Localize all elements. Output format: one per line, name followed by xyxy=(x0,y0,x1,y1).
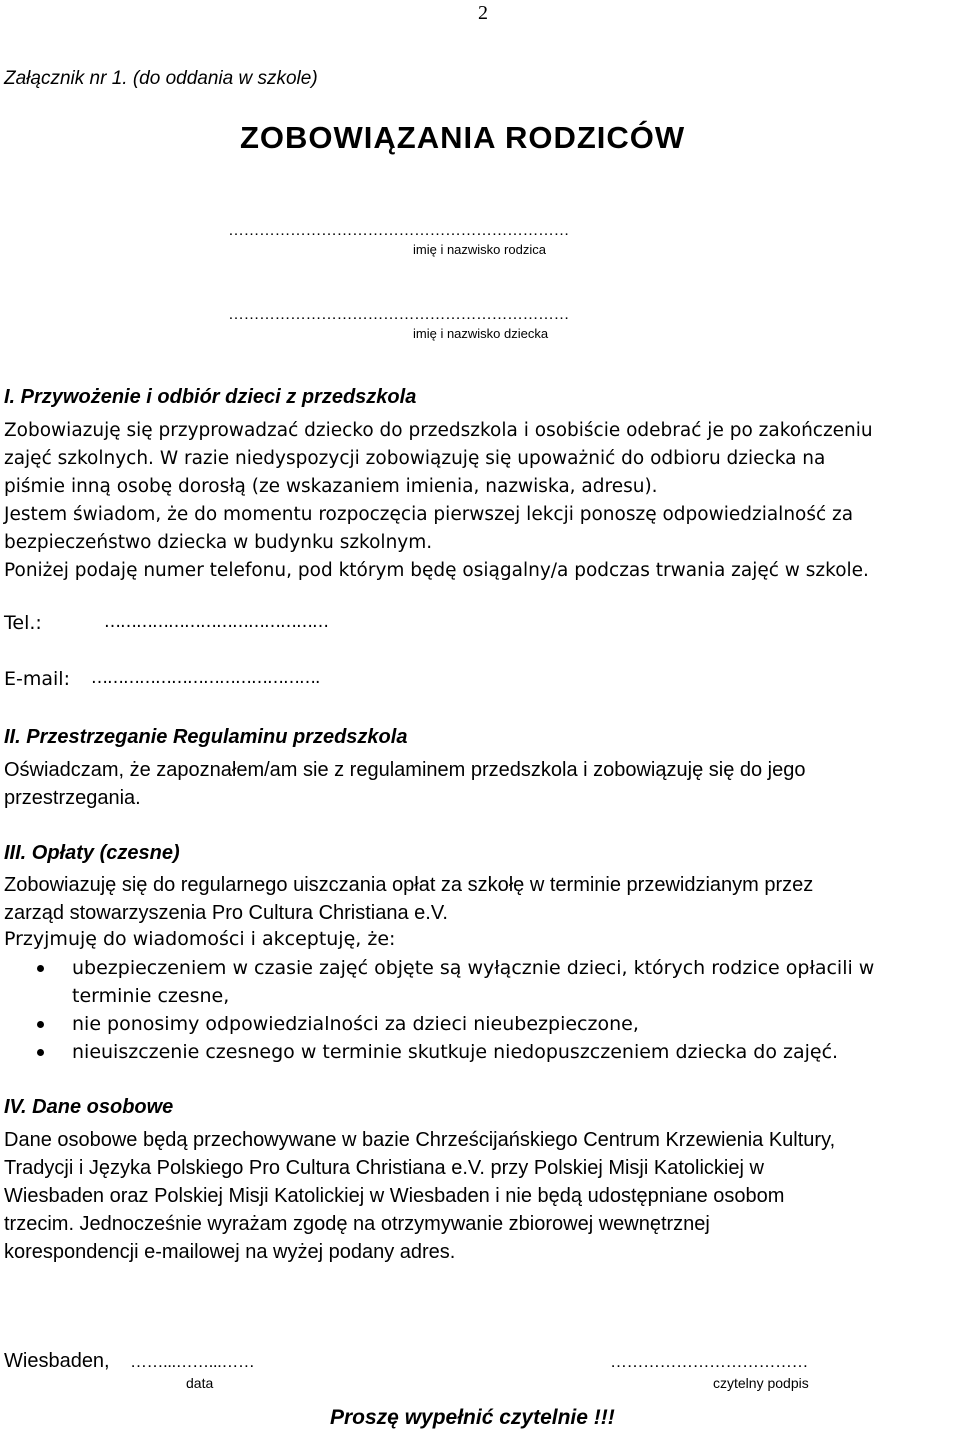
section-1-line: piśmie inną osobę dorosłą (ze wskazaniem imienia, nazwiska, adresu). xyxy=(4,476,658,497)
section-4-line: Tradycji i Języka Polskiego Pro Cultura Christiana e.V. przy Polskiej Misji Katolickiej w xyxy=(4,1157,764,1179)
page-title: ZOBOWIĄZANIA RODZICÓW xyxy=(240,120,686,155)
section-4-line: trzecim. Jednocześnie wyrażam zgodę na otrzymywanie zbiorowej wewnętrznej xyxy=(4,1213,710,1235)
email-label: E-mail: xyxy=(4,668,70,690)
section-2-text xyxy=(4,756,805,812)
bullet-icon xyxy=(37,1049,44,1056)
section-1-text xyxy=(4,417,873,585)
section-4-line: korespondencji e-mailowej na wyżej podany adres. xyxy=(4,1241,456,1263)
annex-label: Załącznik nr 1. (do oddania w szkole) xyxy=(4,68,318,89)
list-item xyxy=(0,1038,874,1066)
bullet-line: terminie czesne, xyxy=(72,985,230,1007)
parent-name-caption: imię i nazwisko rodzica xyxy=(413,242,546,257)
tel-field[interactable]: …………………………………… xyxy=(104,612,328,632)
section-4-heading: IV. Dane osobowe xyxy=(4,1096,174,1118)
section-3-heading: III. Opłaty (czesne) xyxy=(4,842,180,864)
section-4-text xyxy=(4,1126,835,1266)
page-number: 2 xyxy=(478,2,488,24)
section-4-line: Wiesbaden oraz Polskiej Misji Katolickiej w Wiesbaden i nie będą udostępniane osobom xyxy=(4,1185,785,1207)
footer-note: Proszę wypełnić czytelnie !!! xyxy=(330,1406,615,1429)
section-1-line: bezpieczeństwo dziecka w budynku szkolnym. xyxy=(4,532,433,553)
date-caption: data xyxy=(186,1375,214,1391)
section-3-line: zarząd stowarzyszenia Pro Cultura Christiana e.V. xyxy=(4,902,448,924)
section-3-text xyxy=(4,871,813,927)
section-1-line: Zobowiazuję się przyprowadzać dziecko do przedszkola i osobiście odebrać je po zakończeniu xyxy=(4,420,873,441)
parent-name-field[interactable]: ………………………………………………………… xyxy=(228,222,569,239)
list-item xyxy=(0,954,874,1010)
section-3-line: Zobowiazuję się do regularnego uiszczania opłat za szkołę w terminie przewidzianym przez xyxy=(4,874,814,896)
child-name-caption: imię i nazwisko dziecka xyxy=(413,326,549,341)
section-2-line: przestrzegania. xyxy=(4,787,141,809)
signature-place: Wiesbaden, xyxy=(4,1350,110,1372)
section-4-line: Dane osobowe będą przechowywane w bazie Chrześcijańskiego Centrum Krzewienia Kultury, xyxy=(4,1129,836,1151)
email-field[interactable]: ……………………………………. xyxy=(91,668,320,688)
section-1-line: zajęć szkolnych. W razie niedyspozycji zobowiązuję się upoważnić do odbioru dziecka na xyxy=(4,448,826,469)
signature-field[interactable]: ……………………………… xyxy=(610,1352,808,1371)
bullet-line: nieuiszczenie czesnego w terminie skutkuje niedopuszczeniem dziecka do zajęć. xyxy=(72,1041,839,1063)
section-1-line: Poniżej podaję numer telefonu, pod którym będę osiągalny/a podczas trwania zajęć w szkole. xyxy=(4,560,869,581)
section-2-line: Oświadczam, że zapoznałem/am sie z regulaminem przedszkola i zobowiązuję się do jego xyxy=(4,759,806,781)
child-name-field[interactable]: ………………………………………………………… xyxy=(228,306,569,323)
section-3-accept-line: Przyjmuję do wiadomości i akceptuję, że: xyxy=(4,928,396,950)
section-2-heading: II. Przestrzeganie Regulaminu przedszkola xyxy=(4,726,408,748)
fees-bullet-list xyxy=(0,954,874,1066)
bullet-line: nie ponosimy odpowiedzialności za dzieci nieubezpieczone, xyxy=(72,1013,639,1035)
section-1-heading: I. Przywożenie i odbiór dzieci z przedszkola xyxy=(4,386,417,408)
list-item xyxy=(0,1010,874,1038)
section-1-line: Jestem świadom, że do momentu rozpoczęcia pierwszej lekcji ponoszę odpowiedzialność za xyxy=(4,504,854,525)
tel-label: Tel.: xyxy=(4,612,42,634)
bullet-line: ubezpieczeniem w czasie zajęć objęte są wyłącznie dzieci, których rodzice opłacili w xyxy=(72,957,875,979)
date-field[interactable]: ……...……...…… xyxy=(130,1352,255,1371)
bullet-icon xyxy=(37,1021,44,1028)
bullet-icon xyxy=(37,965,44,972)
signature-caption: czytelny podpis xyxy=(713,1375,809,1391)
